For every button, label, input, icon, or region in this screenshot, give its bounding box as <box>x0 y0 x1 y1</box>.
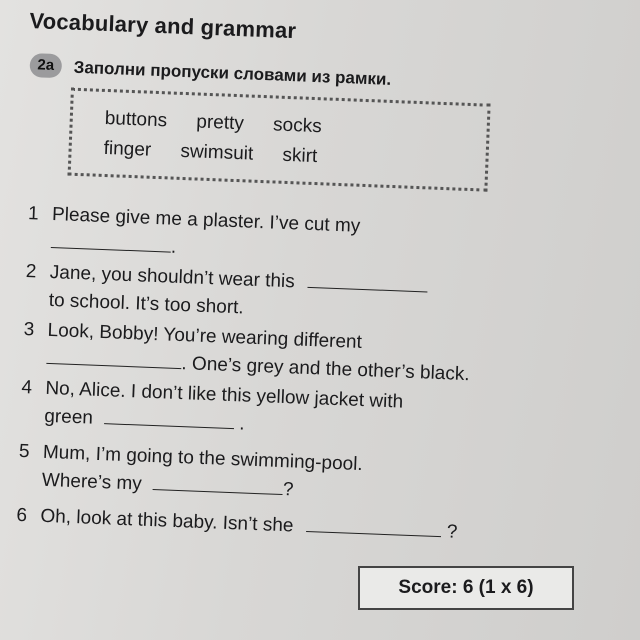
task-number-badge: 2a <box>29 53 62 78</box>
word-skirt: skirt <box>282 144 318 168</box>
section-title: Vocabulary and grammar <box>29 8 297 44</box>
word-pretty: pretty <box>195 111 245 135</box>
exercise-text-line-2: . One’s grey and the other’s black. <box>181 353 470 386</box>
exercise-text-line-2: to school. It’s too short. <box>48 289 245 319</box>
exercise-text-line-2: Where’s my <box>41 469 143 495</box>
exercise-number: 3 <box>23 319 35 341</box>
answer-blank-3[interactable] <box>46 345 182 369</box>
sentence-end: ? <box>282 479 294 501</box>
exercise-text: Look, Bobby! You’re wearing different <box>47 319 363 353</box>
exercise-text-line-2: green <box>43 405 94 429</box>
exercise-text: No, Alice. I don’t like this yellow jacket with <box>45 377 404 413</box>
sentence-end: . <box>170 236 177 258</box>
answer-blank-2[interactable] <box>308 269 429 293</box>
exercise-number: 6 <box>16 504 28 527</box>
answer-blank-6[interactable] <box>306 513 442 537</box>
exercise-text: Please give me a plaster. I’ve cut my <box>51 204 361 237</box>
sentence-end: ? <box>446 521 458 543</box>
sentence-end: . <box>238 413 246 435</box>
exercise-number: 2 <box>25 261 37 283</box>
word-buttons: buttons <box>104 107 168 132</box>
exercise-text: Oh, look at this baby. Isn’t she <box>40 505 294 537</box>
answer-blank-5[interactable] <box>153 471 284 495</box>
exercise-number: 4 <box>21 376 33 399</box>
word-swimsuit: swimsuit <box>180 140 254 165</box>
word-finger: finger <box>103 137 152 161</box>
task-instruction: Заполни пропуски словами из рамки. <box>73 57 392 89</box>
exercise-number: 5 <box>18 440 30 463</box>
exercise-text: Jane, you shouldn’t wear this <box>49 261 296 293</box>
word-socks: socks <box>272 114 323 138</box>
answer-blank-1[interactable] <box>51 229 172 253</box>
exercise-number: 1 <box>27 203 40 225</box>
word-box <box>68 88 491 192</box>
word-row-1 <box>104 108 346 139</box>
answer-blank-4[interactable] <box>104 405 235 429</box>
score-box: Score: 6 (1 x 6) <box>358 566 574 610</box>
word-row-2 <box>103 138 341 169</box>
exercise-text: Mum, I’m going to the swimming-pool. <box>42 441 364 476</box>
